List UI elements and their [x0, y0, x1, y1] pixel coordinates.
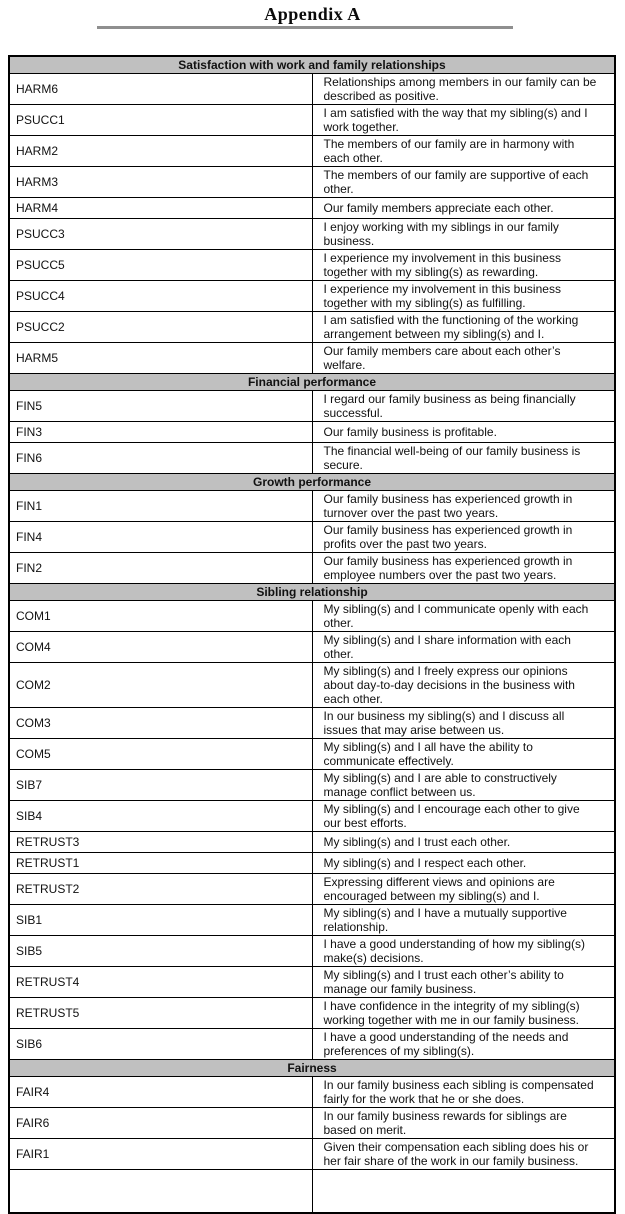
item-code: FAIR1 — [9, 1139, 312, 1170]
item-code: RETRUST1 — [9, 853, 312, 874]
section-header-row — [9, 374, 615, 391]
appendix-table — [8, 55, 616, 1214]
item-code: RETRUST3 — [9, 832, 312, 853]
table-row — [9, 1139, 615, 1170]
table-row — [9, 905, 615, 936]
table-row — [9, 522, 615, 553]
item-statement: Our family business has experienced growth in profits over the past two years. — [312, 522, 615, 553]
table-row — [9, 967, 615, 998]
table-row — [9, 443, 615, 474]
item-code: FIN4 — [9, 522, 312, 553]
table-row — [9, 219, 615, 250]
item-statement: My sibling(s) and I share information with each other. — [312, 632, 615, 663]
section-header-row — [9, 584, 615, 601]
item-code: SIB5 — [9, 936, 312, 967]
item-statement: Our family members care about each other’s welfare. — [312, 343, 615, 374]
table-row — [9, 1108, 615, 1139]
table-row — [9, 250, 615, 281]
table-row — [9, 708, 615, 739]
item-statement: My sibling(s) and I encourage each other to give our best efforts. — [312, 801, 615, 832]
item-statement: I experience my involvement in this business together with my sibling(s) as rewarding. — [312, 250, 615, 281]
item-statement: Expressing different views and opinions are encouraged between my sibling(s) and I. — [312, 874, 615, 905]
item-statement: My sibling(s) and I trust each other’s ability to manage our family business. — [312, 967, 615, 998]
table-row — [9, 998, 615, 1029]
table-row-clipped — [9, 1170, 615, 1214]
table-row — [9, 167, 615, 198]
item-code: FIN3 — [9, 422, 312, 443]
section-header-row — [9, 56, 615, 74]
item-code: COM3 — [9, 708, 312, 739]
item-code: SIB6 — [9, 1029, 312, 1060]
title-underline — [97, 26, 513, 29]
item-statement: My sibling(s) and I respect each other. — [312, 853, 615, 874]
item-code: FIN5 — [9, 391, 312, 422]
table-row — [9, 1029, 615, 1060]
section-header-row — [9, 1060, 615, 1077]
item-code: COM4 — [9, 632, 312, 663]
item-statement: My sibling(s) and I freely express our opinions about day-to-day decisions in the business with each other. — [312, 663, 615, 708]
table-row — [9, 198, 615, 219]
table-row — [9, 853, 615, 874]
table-row — [9, 770, 615, 801]
table-row — [9, 601, 615, 632]
item-statement: My sibling(s) and I all have the ability to communicate effectively. — [312, 739, 615, 770]
item-statement: Our family business has experienced growth in employee numbers over the past two years. — [312, 553, 615, 584]
table-row — [9, 632, 615, 663]
table-row — [9, 663, 615, 708]
item-code: HARM6 — [9, 74, 312, 105]
table-row — [9, 105, 615, 136]
item-code: SIB7 — [9, 770, 312, 801]
item-statement: The members of our family are supportive of each other. — [312, 167, 615, 198]
item-statement: My sibling(s) and I are able to constructively manage conflict between us. — [312, 770, 615, 801]
item-code — [9, 1170, 312, 1214]
table-row — [9, 553, 615, 584]
item-code: COM5 — [9, 739, 312, 770]
item-statement: In our business my sibling(s) and I discuss all issues that may arise between us. — [312, 708, 615, 739]
item-code: RETRUST4 — [9, 967, 312, 998]
table-row — [9, 74, 615, 105]
section-header: Financial performance — [9, 374, 615, 391]
item-code: SIB4 — [9, 801, 312, 832]
item-statement: Our family business is profitable. — [312, 422, 615, 443]
item-statement: Given their compensation each sibling does his or her fair share of the work in our family business. — [312, 1139, 615, 1170]
table-row — [9, 739, 615, 770]
item-statement: My sibling(s) and I have a mutually supportive relationship. — [312, 905, 615, 936]
item-statement: I am satisfied with the functioning of the working arrangement between my sibling(s) and I. — [312, 312, 615, 343]
table-row — [9, 801, 615, 832]
table-row — [9, 312, 615, 343]
item-code: HARM4 — [9, 198, 312, 219]
item-statement: The members of our family are in harmony with each other. — [312, 136, 615, 167]
item-statement — [312, 1170, 615, 1214]
table-row — [9, 874, 615, 905]
item-code: RETRUST2 — [9, 874, 312, 905]
item-code: PSUCC1 — [9, 105, 312, 136]
section-header: Satisfaction with work and family relationships — [9, 56, 615, 74]
section-header-row — [9, 474, 615, 491]
item-code: COM2 — [9, 663, 312, 708]
table-row — [9, 136, 615, 167]
item-statement: Our family business has experienced growth in turnover over the past two years. — [312, 491, 615, 522]
table-row — [9, 1077, 615, 1108]
item-statement: I enjoy working with my siblings in our family business. — [312, 219, 615, 250]
item-statement: My sibling(s) and I communicate openly with each other. — [312, 601, 615, 632]
item-code: FIN6 — [9, 443, 312, 474]
item-statement: I experience my involvement in this business together with my sibling(s) as fulfilling. — [312, 281, 615, 312]
item-statement: In our family business each sibling is compensated fairly for the work that he or she does. — [312, 1077, 615, 1108]
table-row — [9, 343, 615, 374]
item-statement: I regard our family business as being financially successful. — [312, 391, 615, 422]
item-code: PSUCC3 — [9, 219, 312, 250]
item-code: PSUCC2 — [9, 312, 312, 343]
item-code: HARM5 — [9, 343, 312, 374]
item-code: HARM2 — [9, 136, 312, 167]
item-statement: Relationships among members in our family can be described as positive. — [312, 74, 615, 105]
item-statement: I have confidence in the integrity of my sibling(s) working together with me in our family business. — [312, 998, 615, 1029]
item-code: PSUCC5 — [9, 250, 312, 281]
table-row — [9, 422, 615, 443]
item-statement: I have a good understanding of how my sibling(s) make(s) decisions. — [312, 936, 615, 967]
section-header: Growth performance — [9, 474, 615, 491]
table-row — [9, 936, 615, 967]
item-code: SIB1 — [9, 905, 312, 936]
item-code: FIN1 — [9, 491, 312, 522]
item-statement: Our family members appreciate each other. — [312, 198, 615, 219]
table-row — [9, 491, 615, 522]
table-row — [9, 391, 615, 422]
item-code: PSUCC4 — [9, 281, 312, 312]
page-title: Appendix A — [264, 4, 361, 24]
section-header: Sibling relationship — [9, 584, 615, 601]
item-code: HARM3 — [9, 167, 312, 198]
item-code: FAIR6 — [9, 1108, 312, 1139]
section-header: Fairness — [9, 1060, 615, 1077]
item-code: FAIR4 — [9, 1077, 312, 1108]
item-code: RETRUST5 — [9, 998, 312, 1029]
item-statement: I have a good understanding of the needs and preferences of my sibling(s). — [312, 1029, 615, 1060]
item-code: COM1 — [9, 601, 312, 632]
table-row — [9, 832, 615, 853]
item-statement: I am satisfied with the way that my sibling(s) and I work together. — [312, 105, 615, 136]
item-statement: In our family business rewards for siblings are based on merit. — [312, 1108, 615, 1139]
table-row — [9, 281, 615, 312]
item-statement: My sibling(s) and I trust each other. — [312, 832, 615, 853]
item-code: FIN2 — [9, 553, 312, 584]
item-statement: The financial well-being of our family business is secure. — [312, 443, 615, 474]
